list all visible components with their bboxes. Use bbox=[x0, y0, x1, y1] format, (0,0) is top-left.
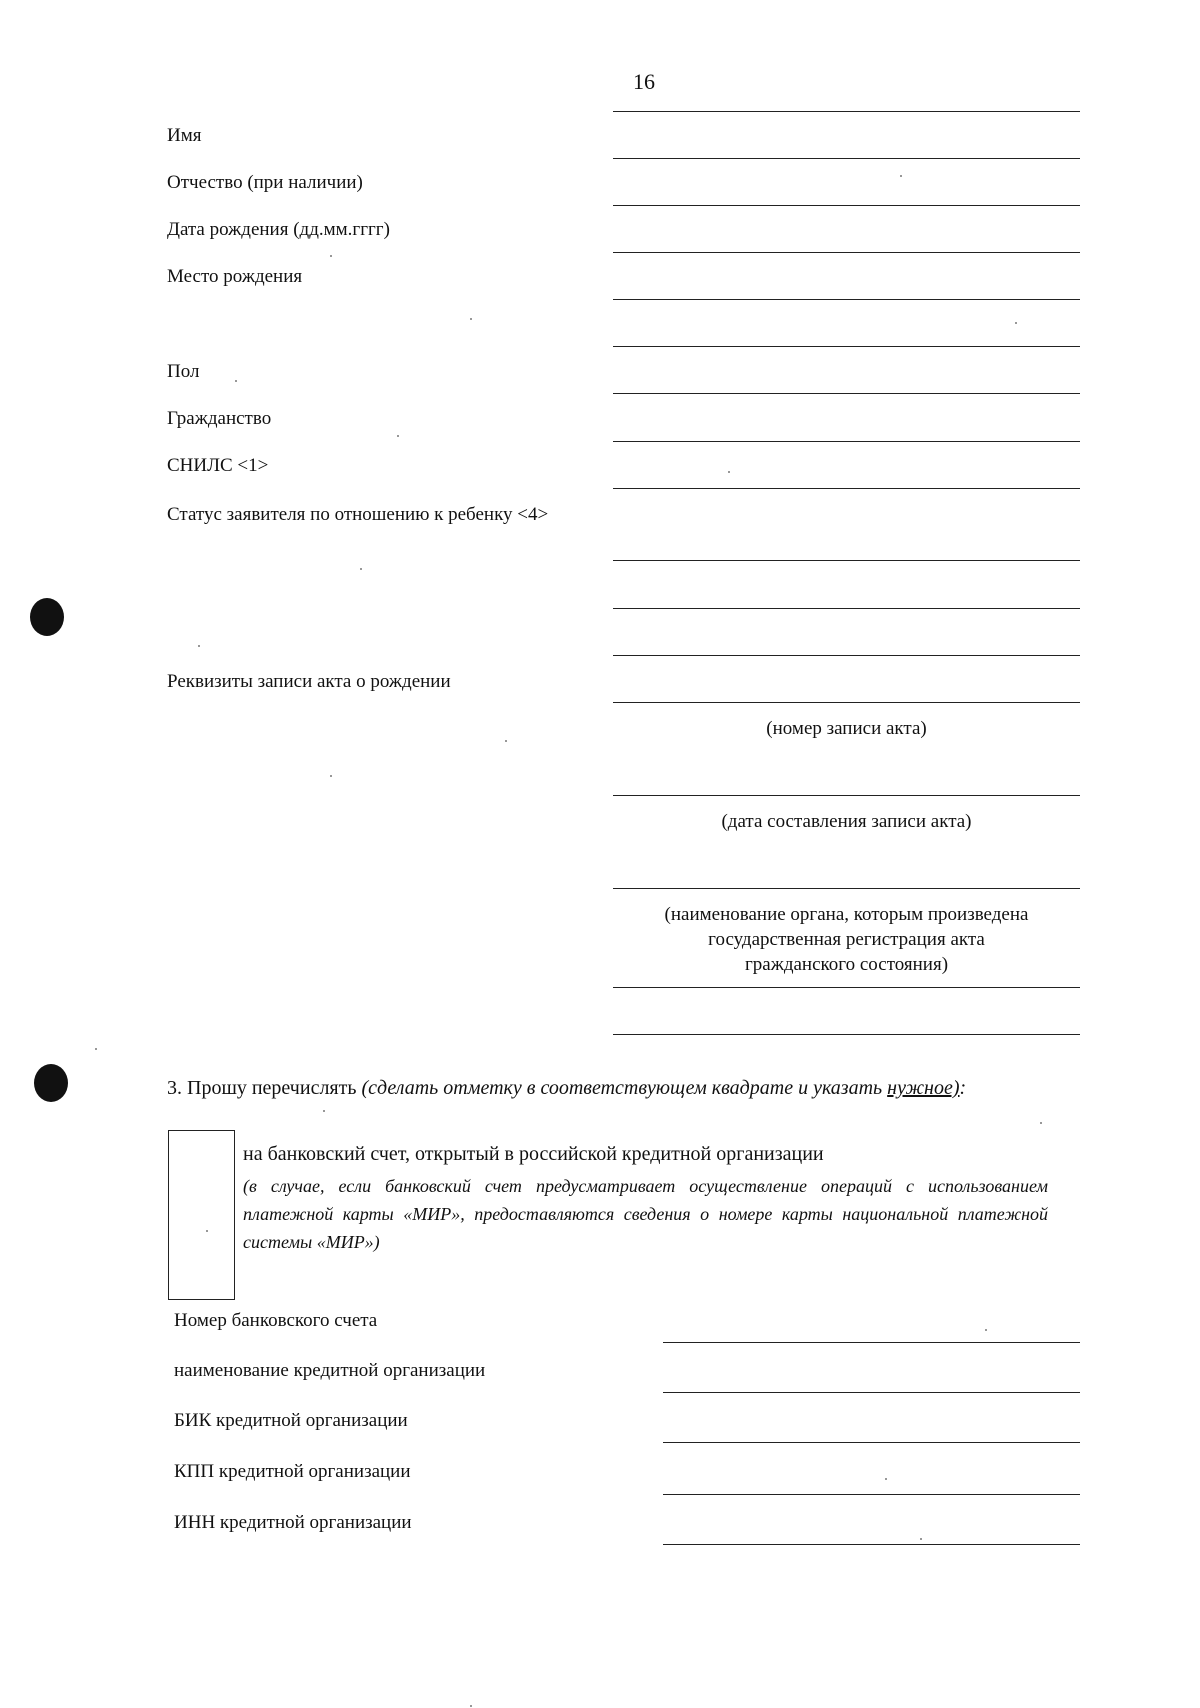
bank-field-label-bank-name: наименование кредитной организации bbox=[174, 1360, 486, 1381]
scan-speck bbox=[728, 471, 730, 473]
entry-line-snils[interactable] bbox=[613, 488, 1080, 489]
scan-speck bbox=[505, 740, 507, 742]
section-3-title-italic: (сделать отметку в соответствующем квадрате и указать bbox=[361, 1077, 888, 1099]
field-label-sex: Пол bbox=[167, 361, 200, 382]
entry-line-first-name[interactable] bbox=[613, 158, 1080, 159]
scan-speck bbox=[470, 318, 472, 320]
entry-line[interactable] bbox=[613, 111, 1080, 112]
section-3-title bbox=[167, 1076, 1047, 1101]
scan-speck bbox=[885, 1478, 887, 1480]
section-3-title-italic-underlined: нужное) bbox=[887, 1077, 960, 1099]
field-label-snils: СНИЛС <1> bbox=[167, 455, 269, 476]
entry-line-bank-name[interactable] bbox=[663, 1392, 1080, 1393]
entry-line-inn[interactable] bbox=[663, 1544, 1080, 1545]
entry-line-record-date[interactable] bbox=[613, 795, 1080, 796]
field-label-birth-date: Дата рождения (дд.мм.гггг) bbox=[167, 219, 390, 240]
field-label-first-name: Имя bbox=[167, 125, 202, 146]
field-label-birth-record: Реквизиты записи акта о рождении bbox=[167, 671, 451, 692]
caption-record-organ-2: государственная регистрация акта bbox=[708, 929, 985, 950]
scan-speck bbox=[330, 255, 332, 257]
entry-line-sex[interactable] bbox=[613, 393, 1080, 394]
entry-line-after-organ-2[interactable] bbox=[613, 1034, 1080, 1035]
entry-line-birth-place-2[interactable] bbox=[613, 346, 1080, 347]
scan-speck bbox=[198, 645, 200, 647]
entry-line-bik[interactable] bbox=[663, 1442, 1080, 1443]
section-3-title-suffix: : bbox=[959, 1077, 967, 1099]
entry-line-applicant-status[interactable] bbox=[613, 560, 1080, 561]
entry-line-account-number[interactable] bbox=[663, 1342, 1080, 1343]
scan-speck bbox=[206, 1230, 208, 1232]
scan-speck bbox=[1015, 322, 1017, 324]
caption-record-number: (номер записи акта) bbox=[766, 718, 927, 739]
option-bank-account-label: на банковский счет, открытый в российской кредитной организации bbox=[243, 1143, 824, 1165]
entry-line-record-organ[interactable] bbox=[613, 888, 1080, 889]
caption-record-organ-3: гражданского состояния) bbox=[744, 954, 949, 975]
scan-speck bbox=[920, 1538, 922, 1540]
entry-line-extra-1[interactable] bbox=[613, 608, 1080, 609]
entry-line-birth-date[interactable] bbox=[613, 252, 1080, 253]
entry-line-after-organ[interactable] bbox=[613, 987, 1080, 988]
bank-account-checkbox[interactable] bbox=[168, 1130, 235, 1300]
entry-line-patronymic[interactable] bbox=[613, 205, 1080, 206]
caption-record-date: (дата составления записи акта) bbox=[721, 811, 972, 832]
scan-speck bbox=[397, 435, 399, 437]
caption-record-organ-1: (наименование органа, которым произведена bbox=[664, 904, 1029, 925]
entry-line-citizenship[interactable] bbox=[613, 441, 1080, 442]
field-label-birth-place: Место рождения bbox=[167, 266, 303, 287]
scan-speck bbox=[470, 1705, 472, 1707]
scan-speck bbox=[95, 1048, 97, 1050]
scan-speck bbox=[1040, 1122, 1042, 1124]
option-bank-account-note: (в случае, если банковский счет предусматривает осуществление операций с использованием платежной карты «МИР», предоставляются сведения о номере карты национальной платежной системы «МИР») bbox=[243, 1176, 1048, 1252]
scan-speck bbox=[323, 1110, 325, 1112]
punch-hole-lower bbox=[34, 1064, 68, 1102]
bank-field-label-kpp: КПП кредитной организации bbox=[174, 1461, 411, 1482]
field-label-patronymic: Отчество (при наличии) bbox=[167, 172, 363, 193]
entry-line-kpp[interactable] bbox=[663, 1494, 1080, 1495]
punch-hole-upper bbox=[30, 598, 64, 636]
entry-line-extra-2[interactable] bbox=[613, 655, 1080, 656]
scan-speck bbox=[985, 1329, 987, 1331]
scan-speck bbox=[235, 380, 237, 382]
bank-field-label-account-number: Номер банковского счета bbox=[174, 1310, 378, 1331]
section-3-title-prefix: 3. Прошу перечислять bbox=[167, 1077, 362, 1099]
scan-speck bbox=[330, 775, 332, 777]
scan-speck bbox=[900, 175, 902, 177]
field-label-applicant-status: Статус заявителя по отношению к ребенку <4> bbox=[167, 504, 549, 525]
bank-field-label-inn: ИНН кредитной организации bbox=[174, 1512, 412, 1533]
entry-line-record-number[interactable] bbox=[613, 702, 1080, 703]
field-label-citizenship: Гражданство bbox=[167, 408, 272, 429]
scan-speck bbox=[360, 568, 362, 570]
entry-line-birth-place[interactable] bbox=[613, 299, 1080, 300]
page-number: 16 bbox=[633, 69, 655, 94]
bank-field-label-bik: БИК кредитной организации bbox=[174, 1410, 408, 1431]
